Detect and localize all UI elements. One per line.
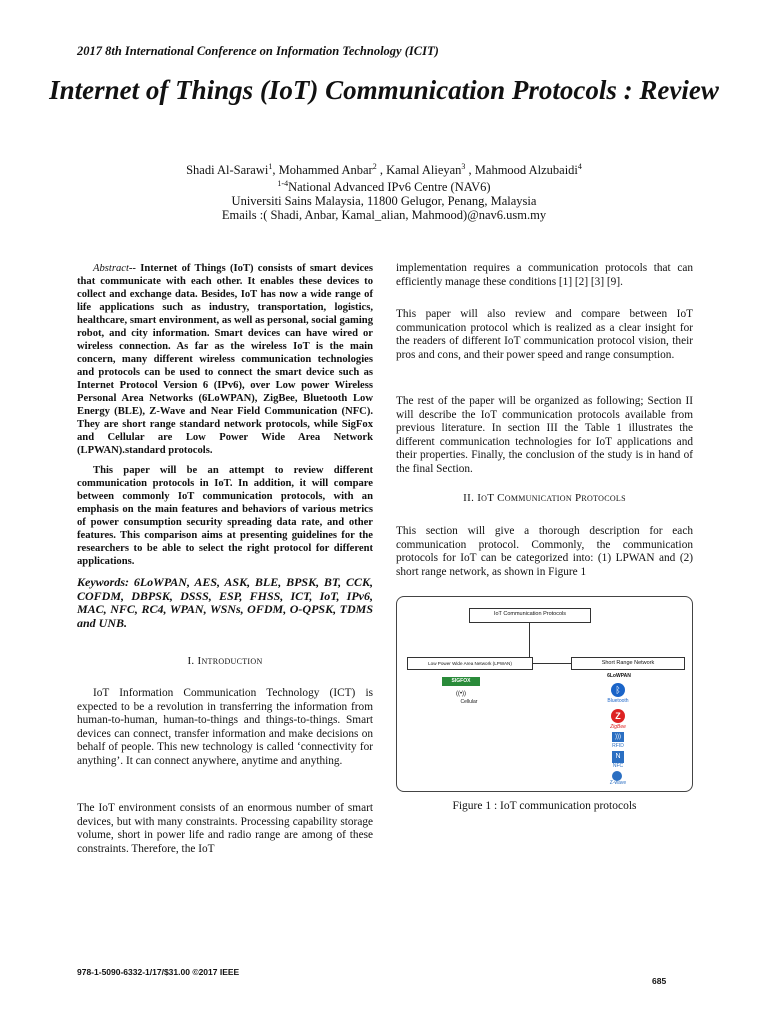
page-number: 685 xyxy=(652,976,667,986)
author-name: Mohammed Anbar xyxy=(278,163,373,178)
abstract-p2: This paper will be an attempt to review different communication protocols in IoT. In addition, it will compare between commonly IoT communication protocols, with an emphasis on the main features and behaviors of various metrics of power consumption security spreading data rate, and other features. This comparison aims at presenting guidelines for the researchers to be able to select the right protocol for different applications. xyxy=(77,465,373,567)
rfid-label: RFID xyxy=(612,743,624,749)
figure-caption: Figure 1 : IoT communication protocols xyxy=(452,800,637,812)
figure-1 xyxy=(396,596,693,792)
author-name: Mahmood Alzubaidi xyxy=(474,163,578,178)
bluetooth-icon: ᛒ xyxy=(611,683,625,697)
sigfox-logo: SIGFOX xyxy=(442,677,480,686)
keywords: Keywords: 6LoWPAN, AES, ASK, BLE, BPSK, BT, CCK, COFDM, DBPSK, DSSS, ESP, FHSS, ICT, IoT, IPv6, MAC, NFC, RC4, WPAN, WSNs, OFDM, O-QPSK, TDMS and UNB. xyxy=(77,575,373,630)
section-heading-intro: I. Introduction xyxy=(187,655,263,667)
intro-p2: The IoT environment consists of an enormous number of smart devices, but with many constraints. Processing capability storage volume, short in power life and radio range are among of these constraints. Therefore, the IoT xyxy=(77,802,373,855)
fig-root-node: IoT Communication Protocols xyxy=(469,608,591,623)
fig-short-range-node: Short Range Network xyxy=(571,657,685,670)
rfid-icon: ))) xyxy=(612,732,624,742)
right-p4: This section will give a thorough description for each communication protocol. Commonly, the communication protocols for IoT can be categorized into: (1) LPWAN and (2) short range network, as shown in Figure 1 xyxy=(396,525,693,578)
section-heading-protocols: II. IoT Communication Protocols xyxy=(463,492,626,504)
author-name: Kamal Alieyan xyxy=(386,163,462,178)
abstract-p1: Abstract-- Internet of Things (IoT) consists of smart devices that communicate with each other. It enables these devices to collect and exchange data. Besides, IoT has now a wide range of life applications such as industry, transportation, logistics, healthcare, smart environment, as well as personal, social gaming robot, and city information. Smart devices can have wired or wireless connection. As far as the wireless IoT is the main concern, many different wireless communication technologies and protocols can be used to connect the smart device such as Internet Protocol Version 6 (IPv6), over Low power Wireless Personal Area Networks (6LoWPAN), ZigBee, Bluetooth Low Energy (BLE), Z-Wave and Near Field Communication (NFC). They are short range standard network protocols, while SigFox and Cellular are Low Power Wide Area Network (LPWAN).standard protocols. xyxy=(77,263,373,456)
cellular-label: Cellular xyxy=(460,699,478,705)
nfc-label: NFC xyxy=(612,763,624,769)
zwave-label: Z-wave xyxy=(609,780,627,786)
zigbee-icon: Z xyxy=(611,709,625,723)
isbn-footer: 978-1-5090-6332-1/17/$31.00 ©2017 IEEE xyxy=(77,967,240,977)
6lowpan-label: 6LoWPAN xyxy=(607,673,631,679)
cellular-icon: ((•)) xyxy=(455,691,467,697)
paper-title: Internet of Things (IoT) Communication Protocols : Review xyxy=(49,75,719,105)
conference-header: 2017 8th International Conference on Information Technology (ICIT) xyxy=(77,44,439,58)
author-names: Shadi Al-Sarawi$^1$, Mohammed Anbar$^2$ , Kamal Alieyan$^3$ , Mahmood Alzubaidi$^4$ xyxy=(186,162,582,178)
intro-p1: IoT Information Communication Technology (ICT) is expected to be a revolution in transferring the information from human-to-human, human-to-things and things-to-things. Smart devices can connect, transfer information and make decisions on behalf of people. This new technology is called ‘connectivity for anything’. It can connect anywhere, anytime and anything. xyxy=(77,687,373,767)
right-p2: This paper will also review and compare between IoT communication protocol which is realized as a clear insight for the readers of different IoT communication protocol vision, their pros and cons, and their power speed and range consumption. xyxy=(396,308,693,361)
university: Universiti Sains Malaysia, 11800 Gelugor, Penang, Malaysia xyxy=(231,194,537,209)
author-block xyxy=(40,160,728,222)
fig-lpwan-node: Low Power Wide Area Network (LPWAN) xyxy=(407,657,533,670)
bluetooth-label: Bluetooth xyxy=(607,698,629,704)
affiliation: $^{1-4}$National Advanced IPv6 Centre (NAV6) xyxy=(277,179,491,195)
zigbee-label: ZigBee xyxy=(610,724,626,730)
emails: Emails :( Shadi, Anbar, Kamal_alian, Mahmood)@nav6.usm.my xyxy=(221,208,547,223)
author-name: Shadi Al-Sarawi xyxy=(186,163,269,178)
nfc-icon: N xyxy=(612,751,624,763)
right-p1: implementation requires a communication protocols that can efficiently manage these conditions [1] [2] [3] [9]. xyxy=(396,262,693,288)
right-p3: The rest of the paper will be organized as following; Section II will describe the IoT communication protocols available from previous literature. In section III the Table 1 illustrates the different communication technologies for IoT applications and their properties. Finally, the conclusion of the study is in hand of the final Section. xyxy=(396,395,693,475)
